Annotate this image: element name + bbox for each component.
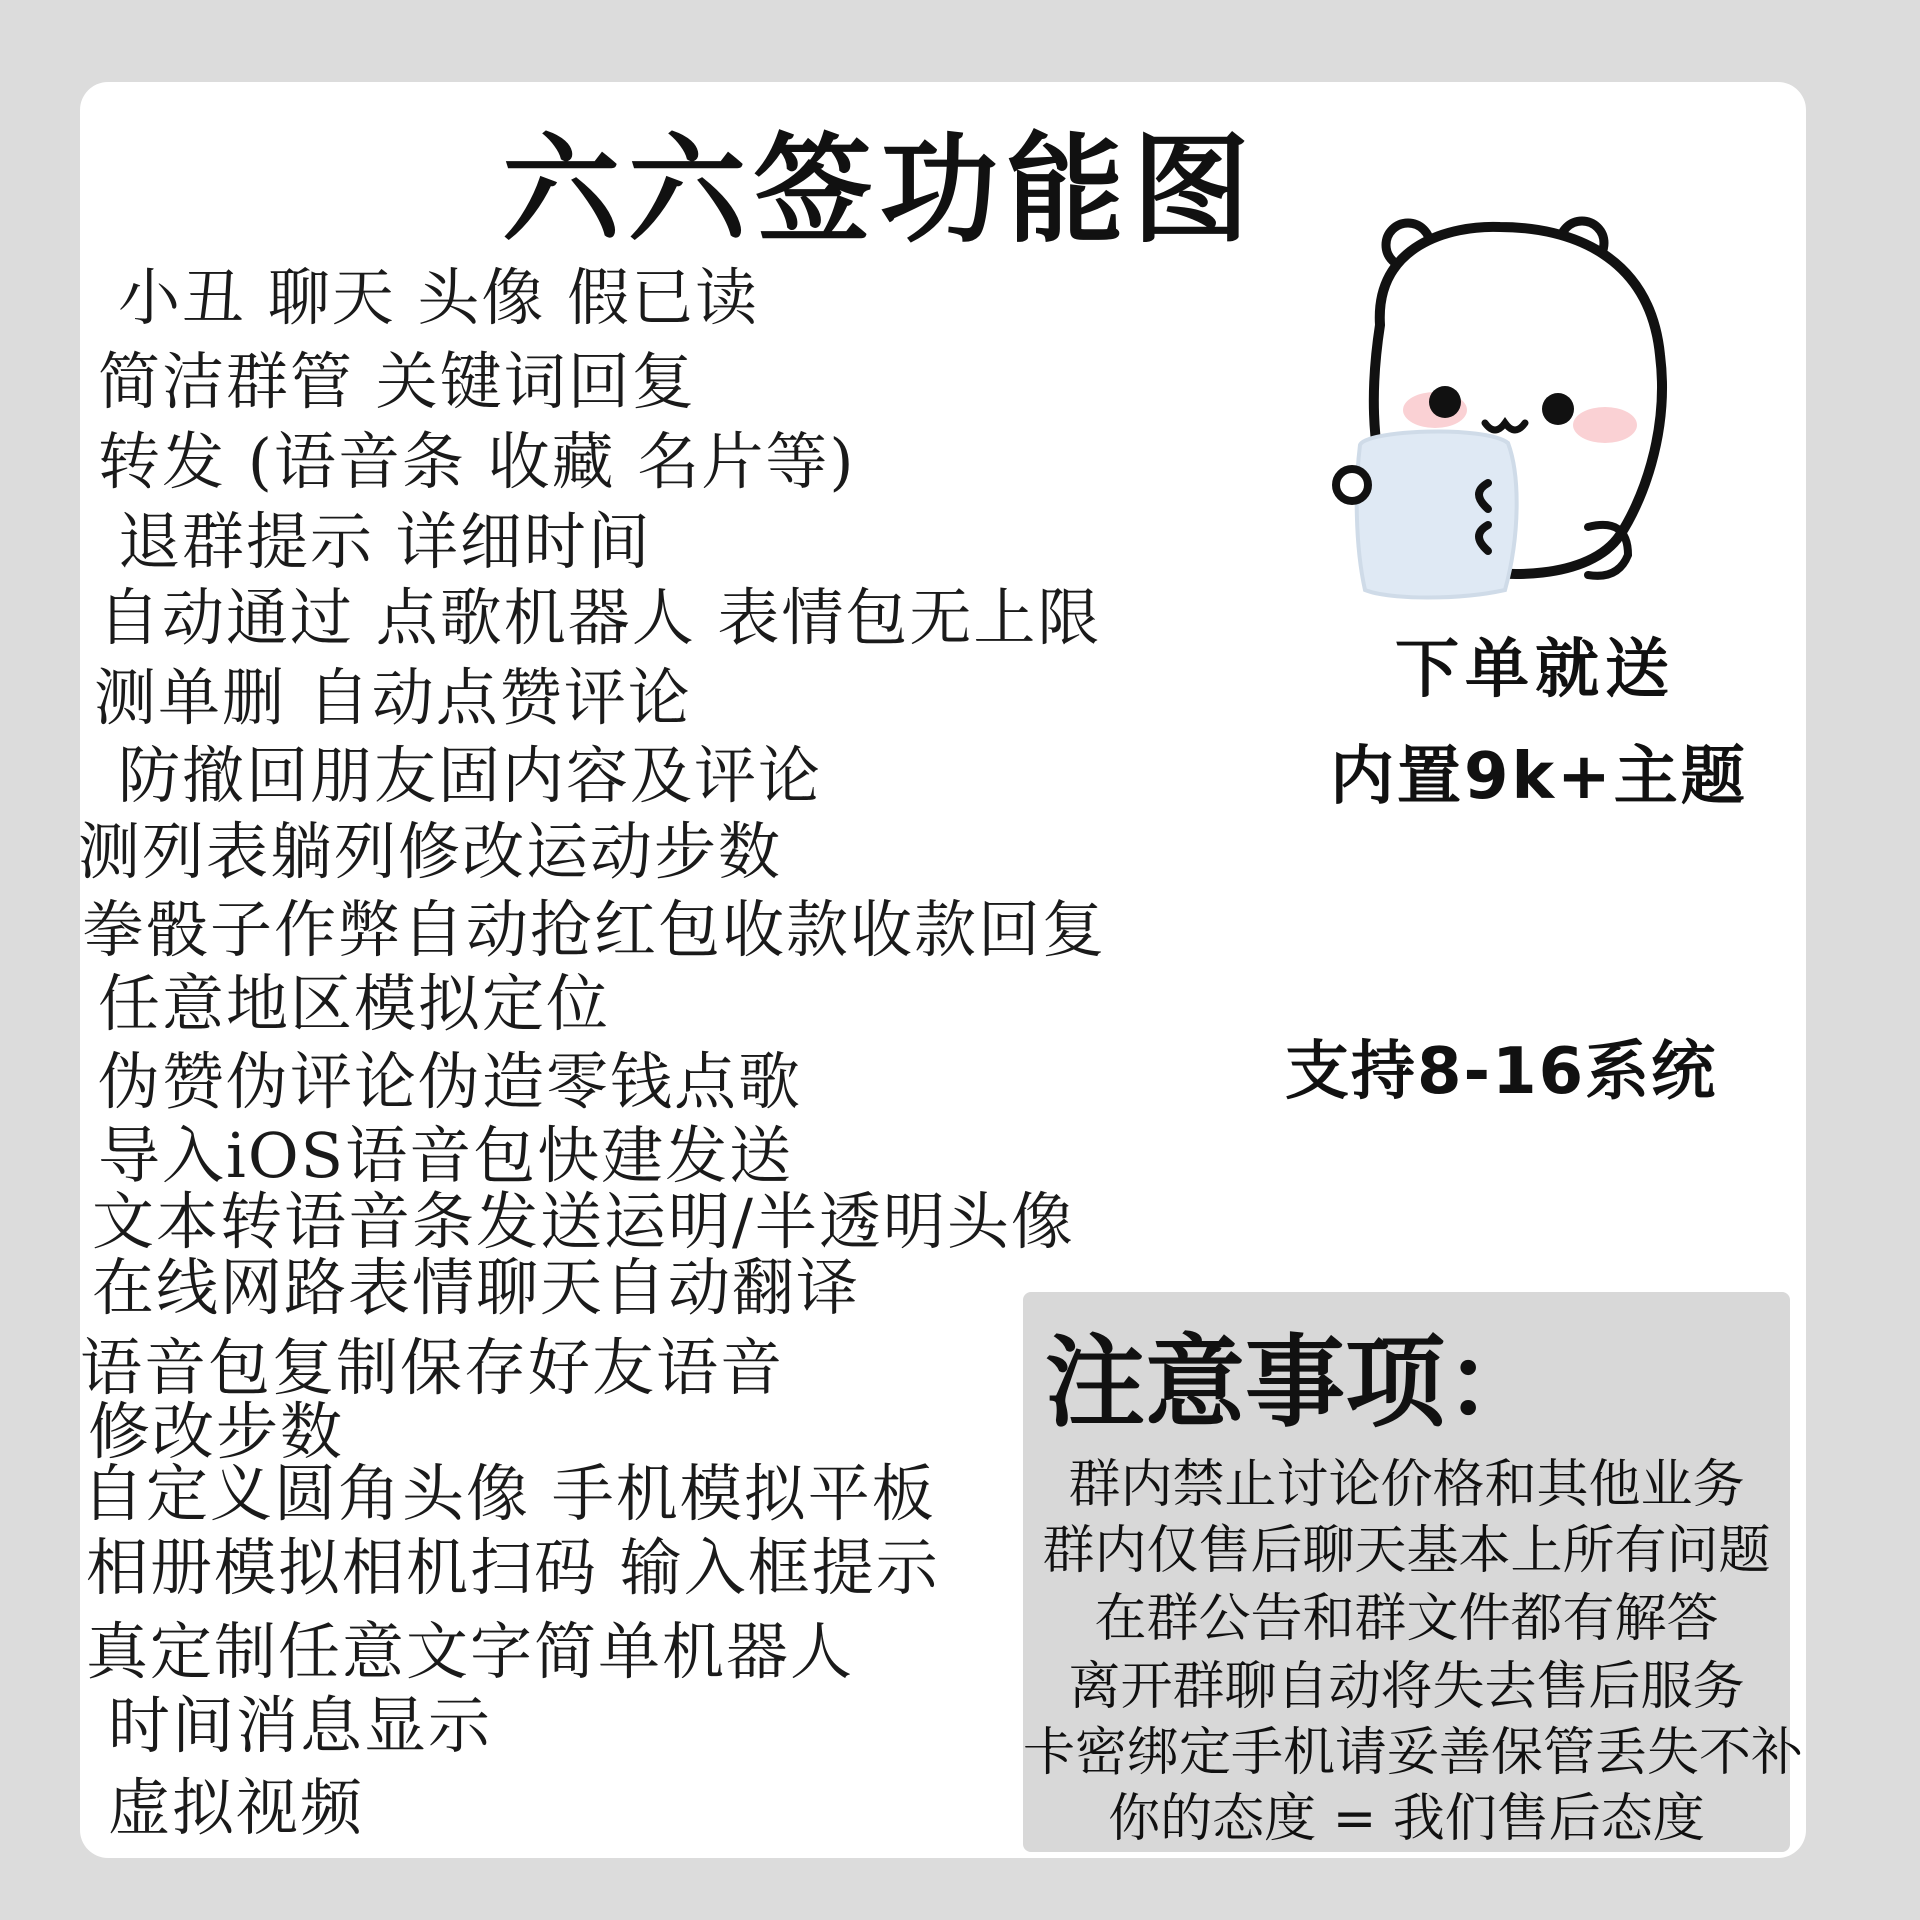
feature-item: 自动通过 点歌机器人 表情包无上限 — [98, 581, 1102, 654]
feature-item: 相册模拟相机扫码 输入框提示 — [86, 1531, 940, 1604]
notice-line: 卡密绑定手机请妥善保管丢失不补 — [1023, 1723, 1804, 1783]
page-title: 六六签功能图 — [501, 121, 1258, 259]
feature-item: 自定义圆角头像 手机模拟平板 — [82, 1457, 936, 1530]
notice-line: 你的态度 = 我们售后态度 — [1108, 1789, 1705, 1849]
feature-item: 在线网路表情聊天自动翻译 — [92, 1251, 861, 1324]
feature-item: 任意地区模拟定位 — [98, 967, 611, 1040]
notice-box — [1023, 1292, 1804, 1852]
notice-title: 注意事项： — [1045, 1324, 1545, 1441]
system-support-text: 支持8-16系统 — [1285, 1035, 1718, 1109]
feature-item: 小丑 聊天 头像 假已读 — [118, 261, 760, 334]
feature-item: 伪赞伪评论伪造零钱点歌 — [98, 1045, 803, 1118]
feature-item: 真定制任意文字简单机器人 — [86, 1615, 855, 1688]
feature-item: 防撤回朋友固内容及评论 — [118, 739, 823, 812]
feature-item: 修改步数 — [88, 1395, 345, 1468]
feature-item: 文本转语音条发送运明/半透明头像 — [92, 1185, 1075, 1258]
feature-item: 语音包复制保存好友语音 — [80, 1331, 785, 1404]
feature-item: 简洁群管 关键词回复 — [98, 345, 696, 418]
promo-gift-text: 下单就送 — [1395, 633, 1675, 707]
feature-item: 转发 (语音条 收藏 名片等) — [98, 425, 856, 498]
notice-line: 群内禁止讨论价格和其他业务 — [1068, 1455, 1745, 1515]
feature-item: 测列表躺列修改运动步数 — [78, 815, 783, 888]
notice-line: 在群公告和群文件都有解答 — [1094, 1589, 1719, 1649]
feature-item: 测单删 自动点赞评论 — [94, 661, 692, 734]
notice-line: 离开群聊自动将失去售后服务 — [1068, 1657, 1745, 1717]
feature-item: 时间消息显示 — [108, 1689, 493, 1762]
feature-item: 拳骰子作弊自动抢红包收款收款回复 — [82, 893, 1107, 966]
notice-line: 群内仅售后聊天基本上所有问题 — [1042, 1521, 1771, 1581]
promo-theme-text: 内置9k+主题 — [1330, 740, 1748, 814]
feature-item: 退群提示 详细时间 — [118, 505, 652, 578]
feature-item: 导入iOS语音包快建发送 — [98, 1119, 794, 1192]
bear-illustration — [1320, 205, 1740, 605]
feature-item: 虚拟视频 — [108, 1771, 365, 1844]
